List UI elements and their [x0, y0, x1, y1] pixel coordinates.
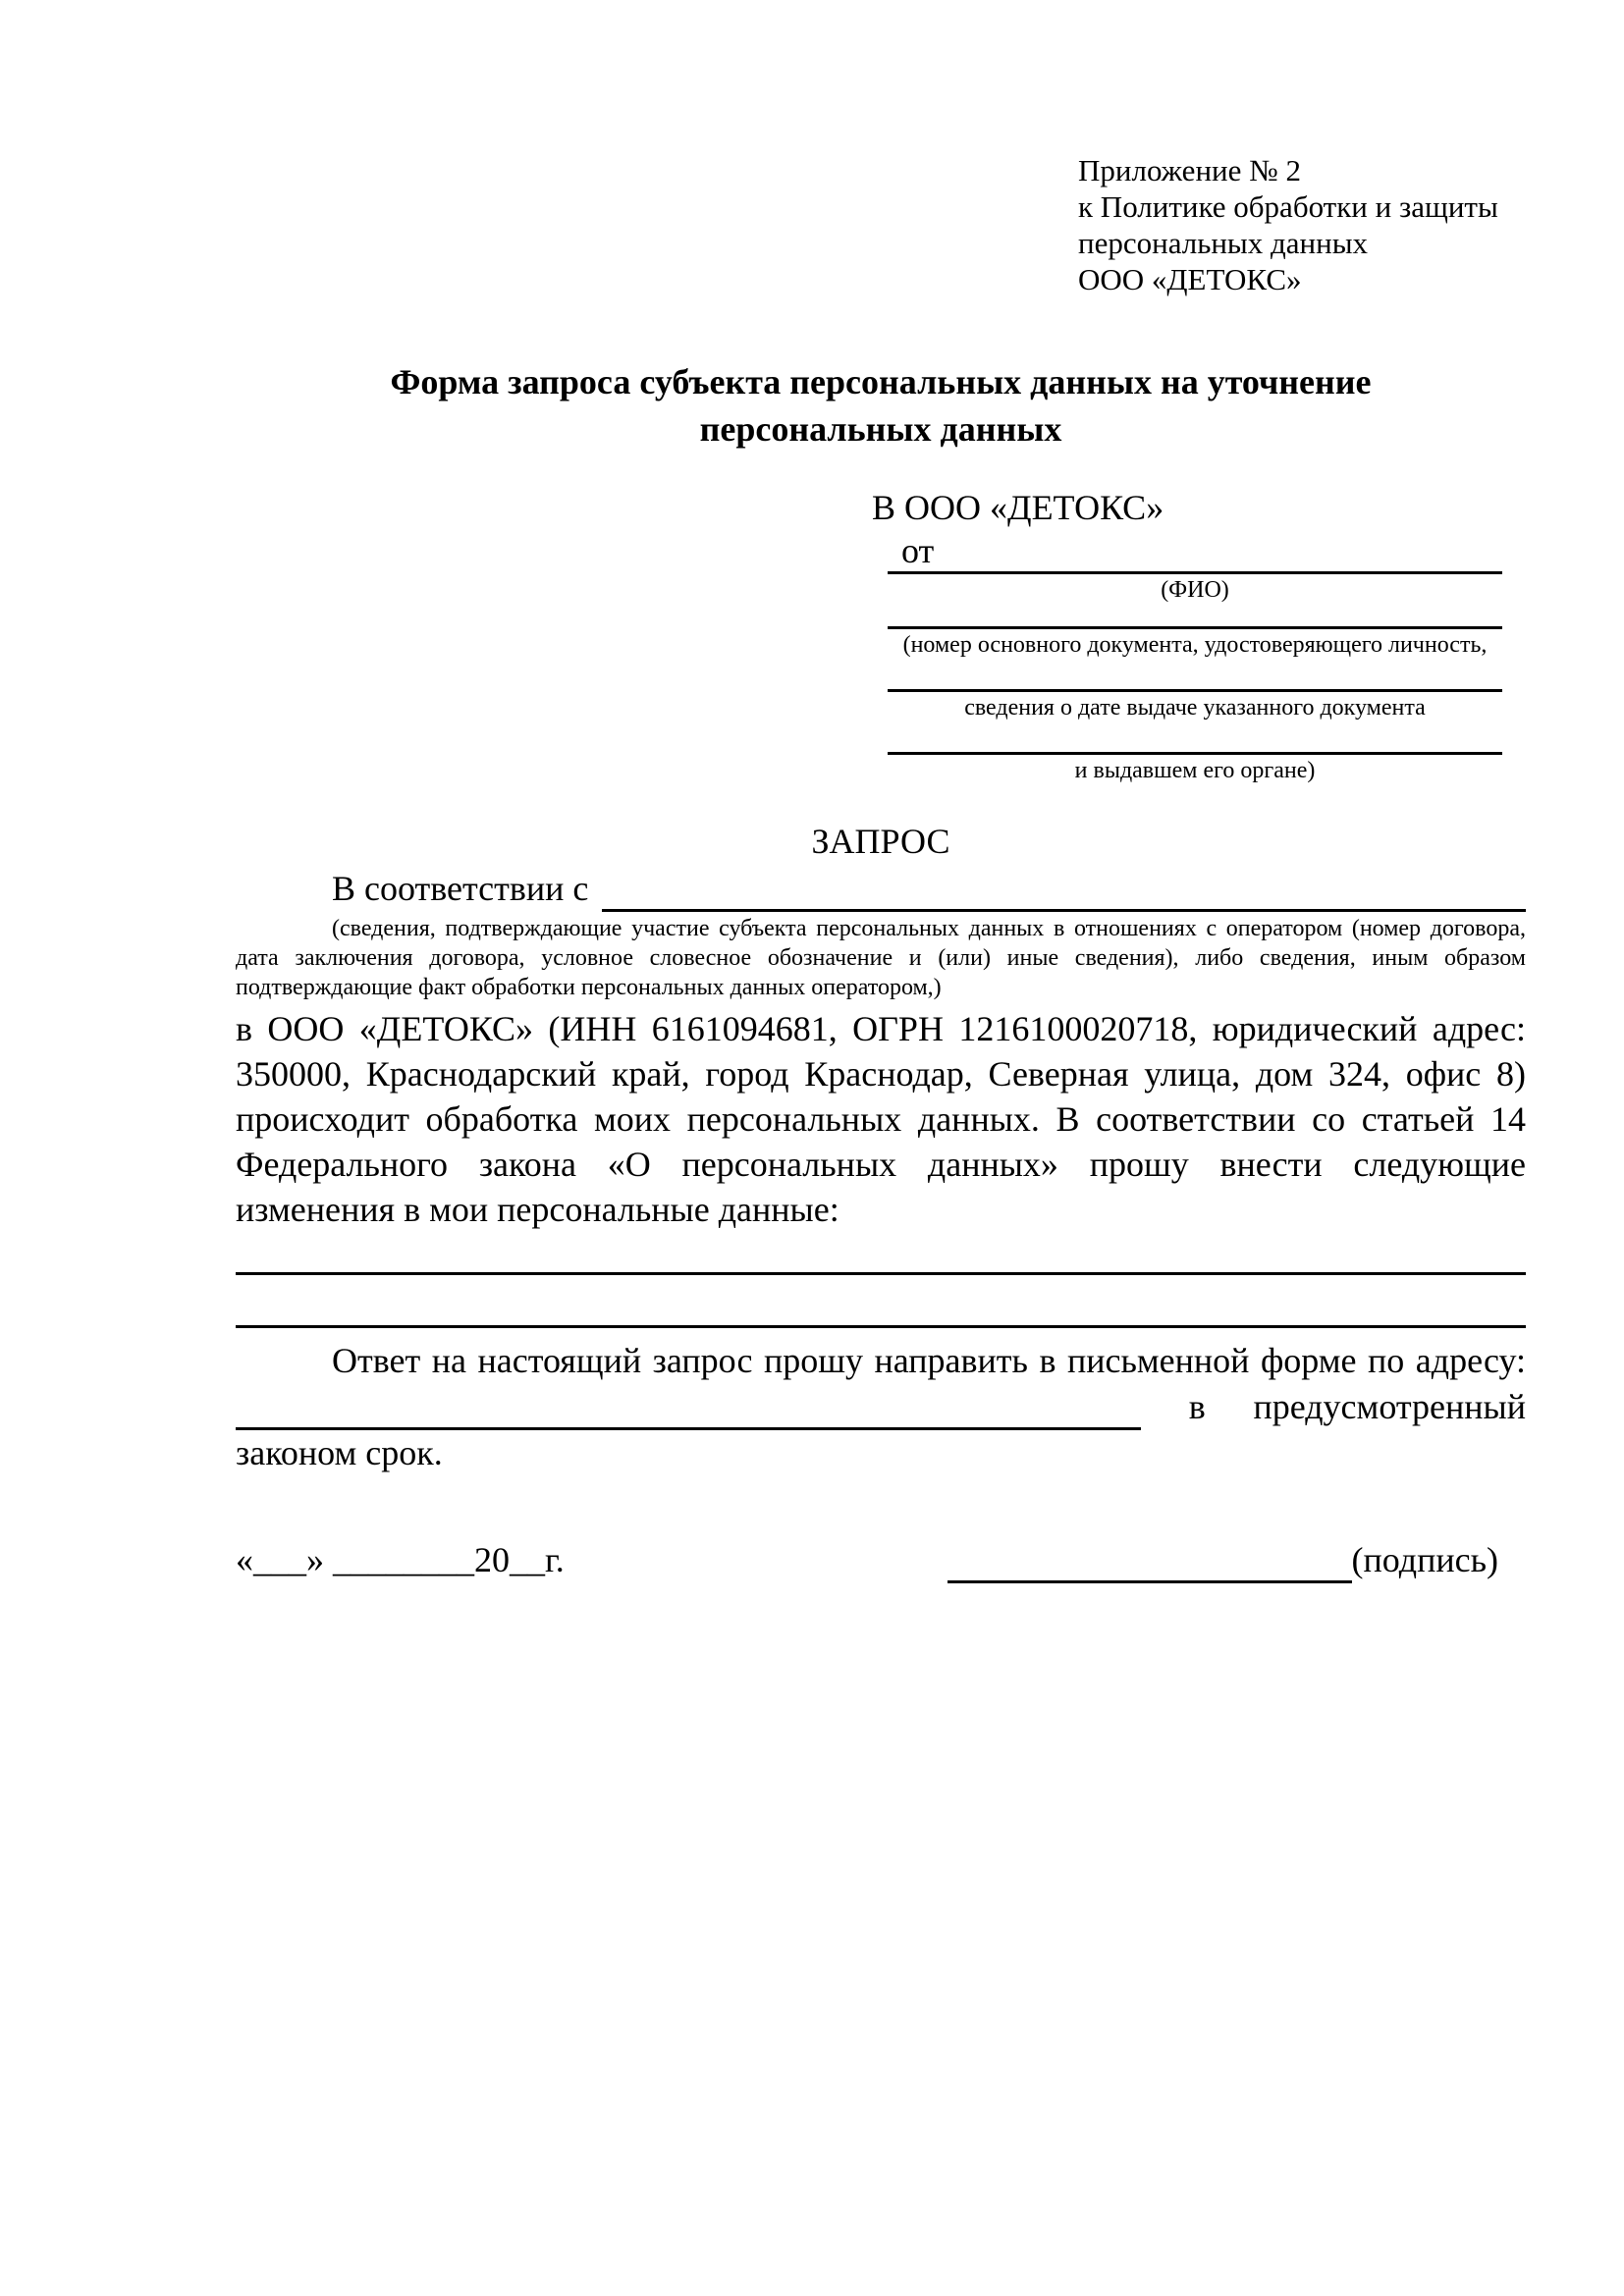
body-paragraph: в ООО «ДЕТОКС» (ИНН 6161094681, ОГРН 1216100020718, юридический адрес: 350000, Краснодарский край, город Краснодар, Северная улица, дом 324, офис 8) происходит обработка моих персональных данных. В соответствии со статьей 14 Федерального закона «О персональных данных» прошу внести следующие изменения в мои персональные данные:: [236, 1009, 1526, 1229]
appendix-line: персональных данных: [1078, 226, 1369, 260]
appendix-line: Приложение № 2: [1078, 153, 1301, 187]
intro-lead-text: В соответствии с: [332, 869, 589, 908]
field-caption-fio: (ФИО): [1161, 577, 1229, 603]
field-caption-issue-date: сведения о дате выдаче указанного документа: [964, 695, 1426, 721]
ruled-blank-line-2: [236, 1275, 1526, 1328]
reply-address-line: [236, 1384, 1526, 1430]
blank-line-address: [236, 1391, 1141, 1430]
form-field-issuing-authority: [888, 723, 1502, 786]
ruled-blank-line-1: [236, 1232, 1526, 1275]
addressee-block: [872, 484, 1512, 786]
blank-line-basis: [602, 873, 1526, 912]
intro-line: [236, 865, 1526, 912]
blank-line-signature: [947, 1544, 1352, 1583]
field-caption-issuing-authority: и выдавшем его органе): [1074, 758, 1316, 783]
date-signature-row: [236, 1537, 1526, 1583]
blank-line-document-number: [888, 606, 1502, 629]
signature-caption: (подпись): [1351, 1540, 1498, 1579]
appendix-line: ООО «ДЕТОКС»: [1078, 262, 1302, 296]
date-blank-line: «___» ________20__г.: [236, 1540, 565, 1579]
appendix-line: к Политике обработки и защиты: [1078, 189, 1498, 224]
blank-line-issuing-authority: [888, 723, 1502, 755]
reply-tail: законом срок.: [236, 1433, 443, 1472]
form-field-issue-date: [888, 661, 1502, 723]
reply-sentence: Ответ на настоящий запрос прошу направить в письменной форме по адресу:: [332, 1341, 1526, 1380]
title-line: персональных данных: [699, 409, 1062, 449]
form-field-fio: [888, 570, 1502, 606]
addressee-from-label: от: [901, 531, 935, 570]
signature-group: [947, 1537, 1498, 1583]
intro-note: (сведения, подтверждающие участие субъекта персональных данных в отношениях с оператором (номер договора, дата заключения договора, условное словесное обозначение и (или) иные сведения), либо сведения, иным образом подтверждающие факт обработки персональных данных оператором,): [236, 916, 1526, 1000]
blank-line-issue-date: [888, 661, 1502, 692]
addressee-organization: В ООО «ДЕТОКС»: [872, 488, 1164, 527]
form-field-document-number: [888, 606, 1502, 661]
document-title: [236, 358, 1526, 453]
reply-word: в: [1188, 1387, 1206, 1426]
reply-word: предусмотренный: [1253, 1387, 1526, 1426]
field-caption-document-number: (номер основного документа, удостоверяющего личность,: [902, 632, 1488, 658]
title-line: Форма запроса субъекта персональных данных на уточнение: [390, 362, 1372, 401]
request-heading: ЗАПРОС: [811, 822, 950, 861]
appendix-reference-block: [1078, 152, 1526, 297]
